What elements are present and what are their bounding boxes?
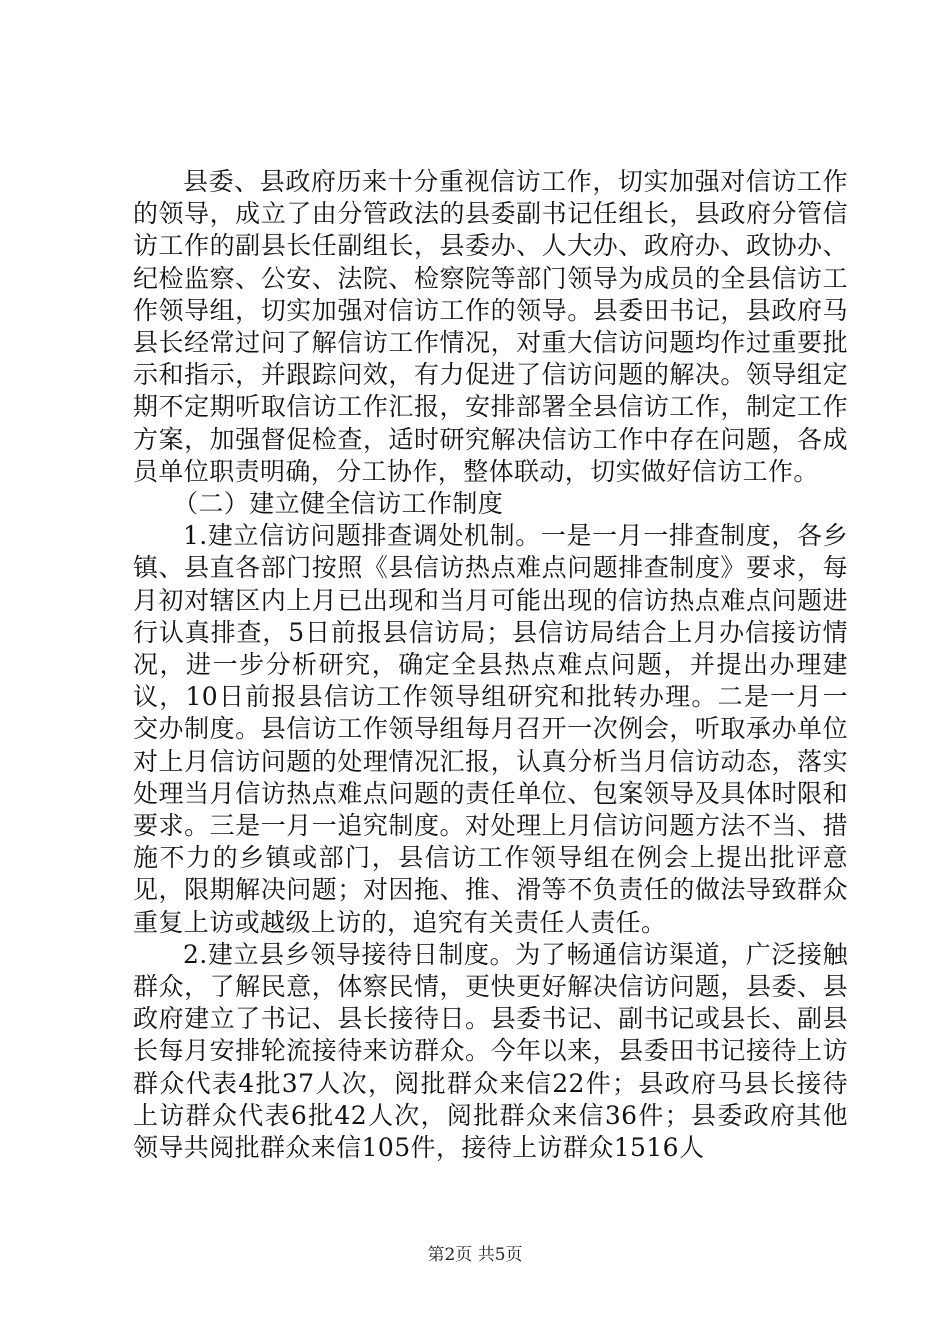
paragraph-leadership: 县委、县政府历来十分重视信访工作，切实加强对信访工作的领导，成立了由分管政法的县委副书记任组长，县政府分管信访工作的副县长任副组长，县委办、人大办、政府办、政协办、纪检监察、公安、法院、检察院等部门领导为成员的全县信访工作领导组，切实加强对信访工作的领导。县委田书记，县政府马县长经常过问了解信访工作情况，对重大信访问题均作过重要批示和指示，并跟踪问效，有力促进了信访问题的解决。领导组定期不定期听取信访工作汇报，安排部署全县信访工作，制定工作方案，加强督促检查，适时研究解决信访工作中存在问题，各成员单位职责明确，分工协作，整体联动，切实做好信访工作。 [133,167,848,486]
section-heading: （二）建立健全信访工作制度 [173,489,504,519]
document-body [133,166,848,1164]
paragraph-mechanism: 1.建立信访问题排查调处机制。一是一月一排查制度，各乡镇、县直各部门按照《县信访热点难点问题排查制度》要求，每月初对辖区内上月已出现和当月可能出现的信访热点难点问题进行认真排查，5日前报县信访局；县信访局结合上月办信接访情况，进一步分析研究，确定全县热点难点问题，并提出办理建议，10日前报县信访工作领导组研究和批转办理。二是一月一交办制度。县信访工作领导组每月召开一次例会，听取承办单位对上月信访问题的处理情况汇报，认真分析当月信访动态，落实处理当月信访热点难点问题的责任单位、包案领导及具体时限和要求。三是一月一追究制度。对处理上月信访问题方法不当、措施不力的乡镇或部门，县信访工作领导组在例会上提出批评意见，限期解决问题；对因拖、推、滑等不负责任的做法导致群众重复上访或越级上访的，追究有关责任人责任。 [133,521,848,937]
page-footer: 第2页 共5页 [427,1245,523,1265]
paragraph-reception-day: 2.建立县乡领导接待日制度。为了畅通信访渠道，广泛接触群众，了解民意，体察民情，更快更好解决信访问题，县委、县政府建立了书记、县长接待日。县委书记、副书记或县长、副县长每月安排轮流接待来访群众。今年以来，县委田书记接待上访群众代表4批37人次，阅批群众来信22件；县政府马县长接待上访群众代表6批42人次，阅批群众来信36件；县委政府其他领导共阅批群众来信105件，接待上访群众1516人 [133,939,848,1163]
